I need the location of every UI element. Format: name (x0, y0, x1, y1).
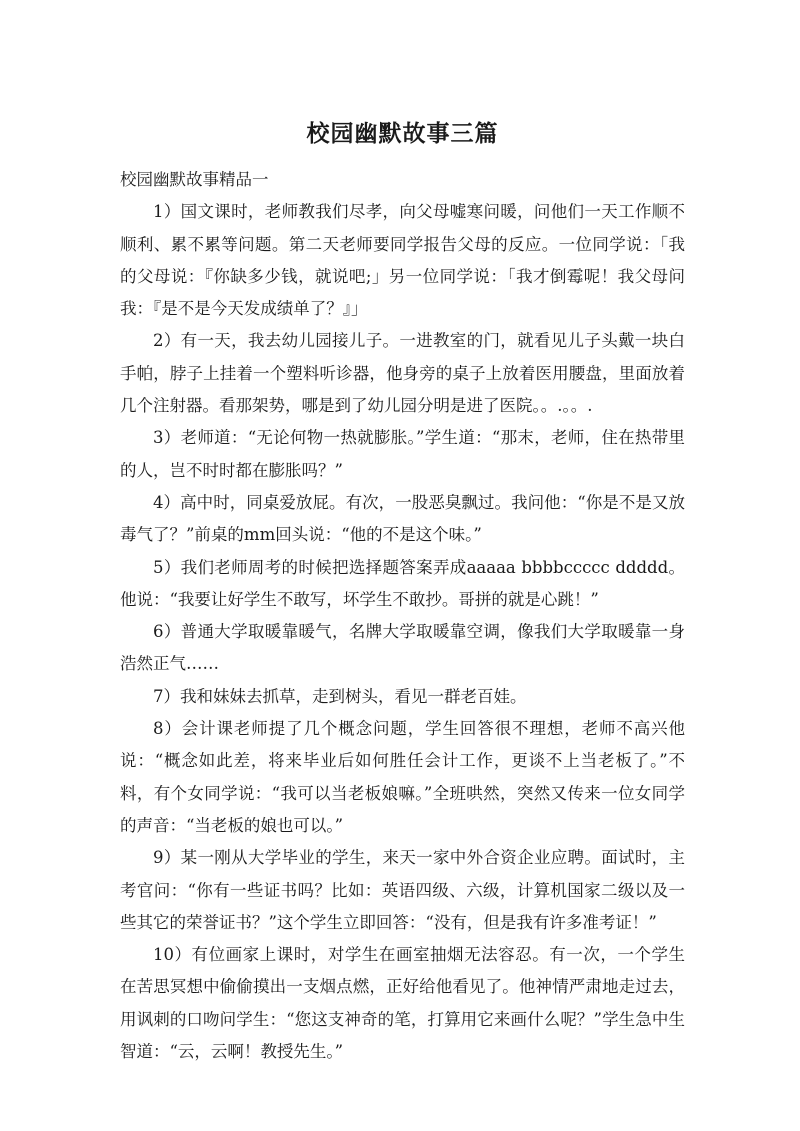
story-paragraph-5: 5）我们老师周考的时候把选择题答案弄成aaaaa bbbbccccc ddddd。他说：“我要让好学生不敢写，坏学生不敢抄。哥拼的就是心跳！” (120, 557, 685, 609)
section-heading: 校园幽默故事精品一 (120, 170, 269, 189)
story-paragraph-4: 4）高中时，同桌爱放屁。有次，一股恶臭飘过。我问他：“你是不是又放毒气了？”前桌的mm回头说：“他的不是这个味。” (120, 492, 685, 545)
story-paragraph-1: 1）国文课时，老师教我们尽孝，向父母嘘寒问暖，问他们一天工作顺不顺利、累不累等问题。第二天老师要同学报告父母的反应。一位同学说：「我的父母说：『你缺多少钱，就说吧;」另一位同学说：「我才倒霉呢！我父母问我：『是不是今天发成绩单了？』」 (120, 202, 685, 319)
story-paragraph-6: 6）普通大学取暖靠暖气，名牌大学取暖靠空调，像我们大学取暖靠一身浩然正气…… (120, 622, 685, 674)
story-paragraph-8: 8）会计课老师提了几个概念问题，学生回答很不理想，老师不高兴他说：“概念如此差，将来毕业后如何胜任会计工作，更谈不上当老板了。”不料，有个女同学说：“我可以当老板娘嘛。”全班哄然，突然又传来一位女同学的声音：“当老板的娘也可以。” (120, 719, 685, 835)
document-title: 校园幽默故事三篇 (306, 121, 499, 147)
story-paragraph-9: 9）某一刚从大学毕业的学生，来天一家中外合资企业应聘。面试时，主考官问：“你有一些证书吗？比如：英语四级、六级，计算机国家二级以及一些其它的荣誉证书？”这个学生立即回答：“没有，但是我有许多准考证！” (120, 848, 685, 932)
story-paragraph-2: 2）有一天，我去幼儿园接儿子。一进教室的门，就看见儿子头戴一块白手帕，脖子上挂着一个塑料听诊器，他身旁的桌子上放着医用腰盘，里面放着几个注射器。看那架势，哪是到了幼儿园分明是进了医院。。.。。. (120, 331, 685, 416)
story-paragraph-10: 10）有位画家上课时，对学生在画室抽烟无法容忍。有一次，一个学生在苦思冥想中偷偷摸出一支烟点燃，正好给他看见了。他神情严肃地走过去，用讽刺的口吻问学生：“您这支神奇的笔，打算用它来画什么呢？”学生急中生智道：“云，云啊！教授先生。” (120, 945, 685, 1062)
story-paragraph-7: 7）我和妹妹去抓草，走到树头，看见一群老百娃。 (153, 686, 527, 706)
story-paragraph-3: 3）老师道：“无论何物一热就膨胀。”学生道：“那末，老师，住在热带里的人，岂不时时都在膨胀吗？” (120, 428, 685, 480)
